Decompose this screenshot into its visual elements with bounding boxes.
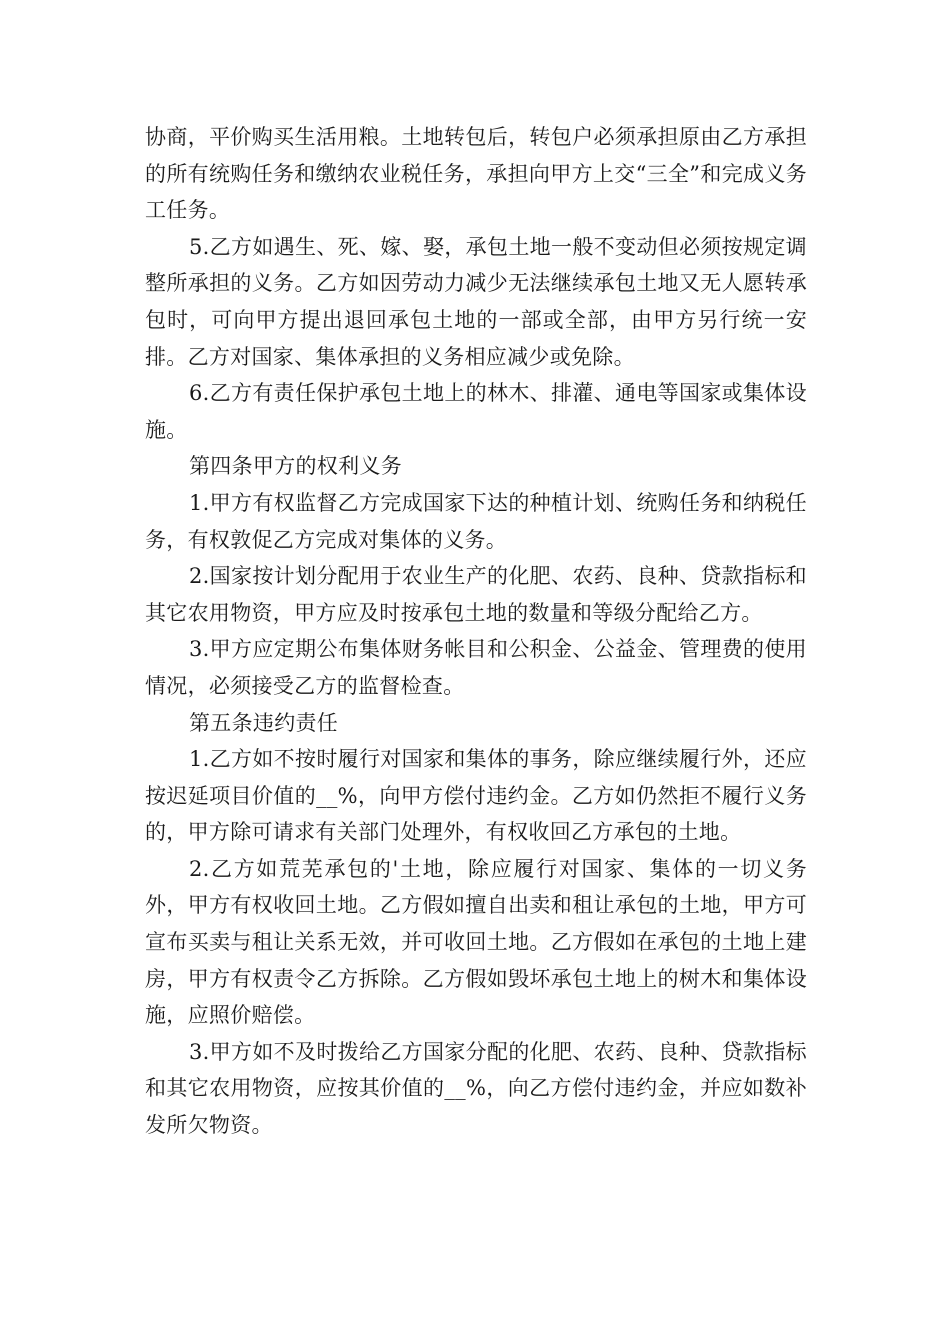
paragraph-article-4-clause-3: 3.甲方应定期公布集体财务帐目和公积金、公益金、管理费的使用情况，必须接受乙方的监督检查。 bbox=[145, 637, 807, 698]
section-heading-article-4: 第四条甲方的权利义务 bbox=[189, 454, 402, 479]
paragraph-continuation: 协商，平价购买生活用粮。土地转包后，转包户必须承担原由乙方承担的所有统购任务和缴纳农业税任务，承担向甲方上交“三全”和完成义务工任务。 bbox=[145, 125, 807, 223]
document-body bbox=[145, 119, 807, 1144]
paragraph-article-4-clause-2: 2.国家按计划分配用于农业生产的化肥、农药、良种、贷款指标和其它农用物资，甲方应及时按承包土地的数量和等级分配给乙方。 bbox=[145, 564, 807, 625]
paragraph-article-5-clause-1: 1.乙方如不按时履行对国家和集体的事务，除应继续履行外，还应按迟延项目价值的__%，向甲方偿付违约金。乙方如仍然拒不履行义务的，甲方除可请求有关部门处理外，有权收回乙方承包的土地。 bbox=[145, 747, 807, 845]
paragraph-clause-6: 6.乙方有责任保护承包土地上的林木、排灌、通电等国家或集体设施。 bbox=[145, 381, 807, 442]
paragraph-article-5-clause-3: 3.甲方如不及时拨给乙方国家分配的化肥、农药、良种、贷款指标和其它农用物资，应按其价值的__%，向乙方偿付违约金，并应如数补发所欠物资。 bbox=[145, 1039, 807, 1138]
section-heading-article-5: 第五条违约责任 bbox=[189, 710, 339, 735]
paragraph-clause-5: 5.乙方如遇生、死、嫁、娶，承包土地一般不变动但必须按规定调整所承担的义务。乙方如因劳动力减少无法继续承包土地又无人愿转承包时，可向甲方提出退回承包土地的一部或全部，由甲方另行统一安排。乙方对国家、集体承担的义务相应减少或免除。 bbox=[145, 234, 807, 369]
paragraph-article-5-clause-2: 2.乙方如荒芜承包的'土地，除应履行对国家、集体的一切义务外，甲方有权收回土地。乙方假如擅自出卖和租让承包的土地，甲方可宣布买卖与租让关系无效，并可收回土地。乙方假如在承包的土地上建房，甲方有权责令乙方拆除。乙方假如毁坏承包土地上的树木和集体设施，应照价赔偿。 bbox=[145, 856, 807, 1028]
paragraph-article-4-clause-1: 1.甲方有权监督乙方完成国家下达的种植计划、统购任务和纳税任务，有权敦促乙方完成对集体的义务。 bbox=[145, 490, 807, 552]
